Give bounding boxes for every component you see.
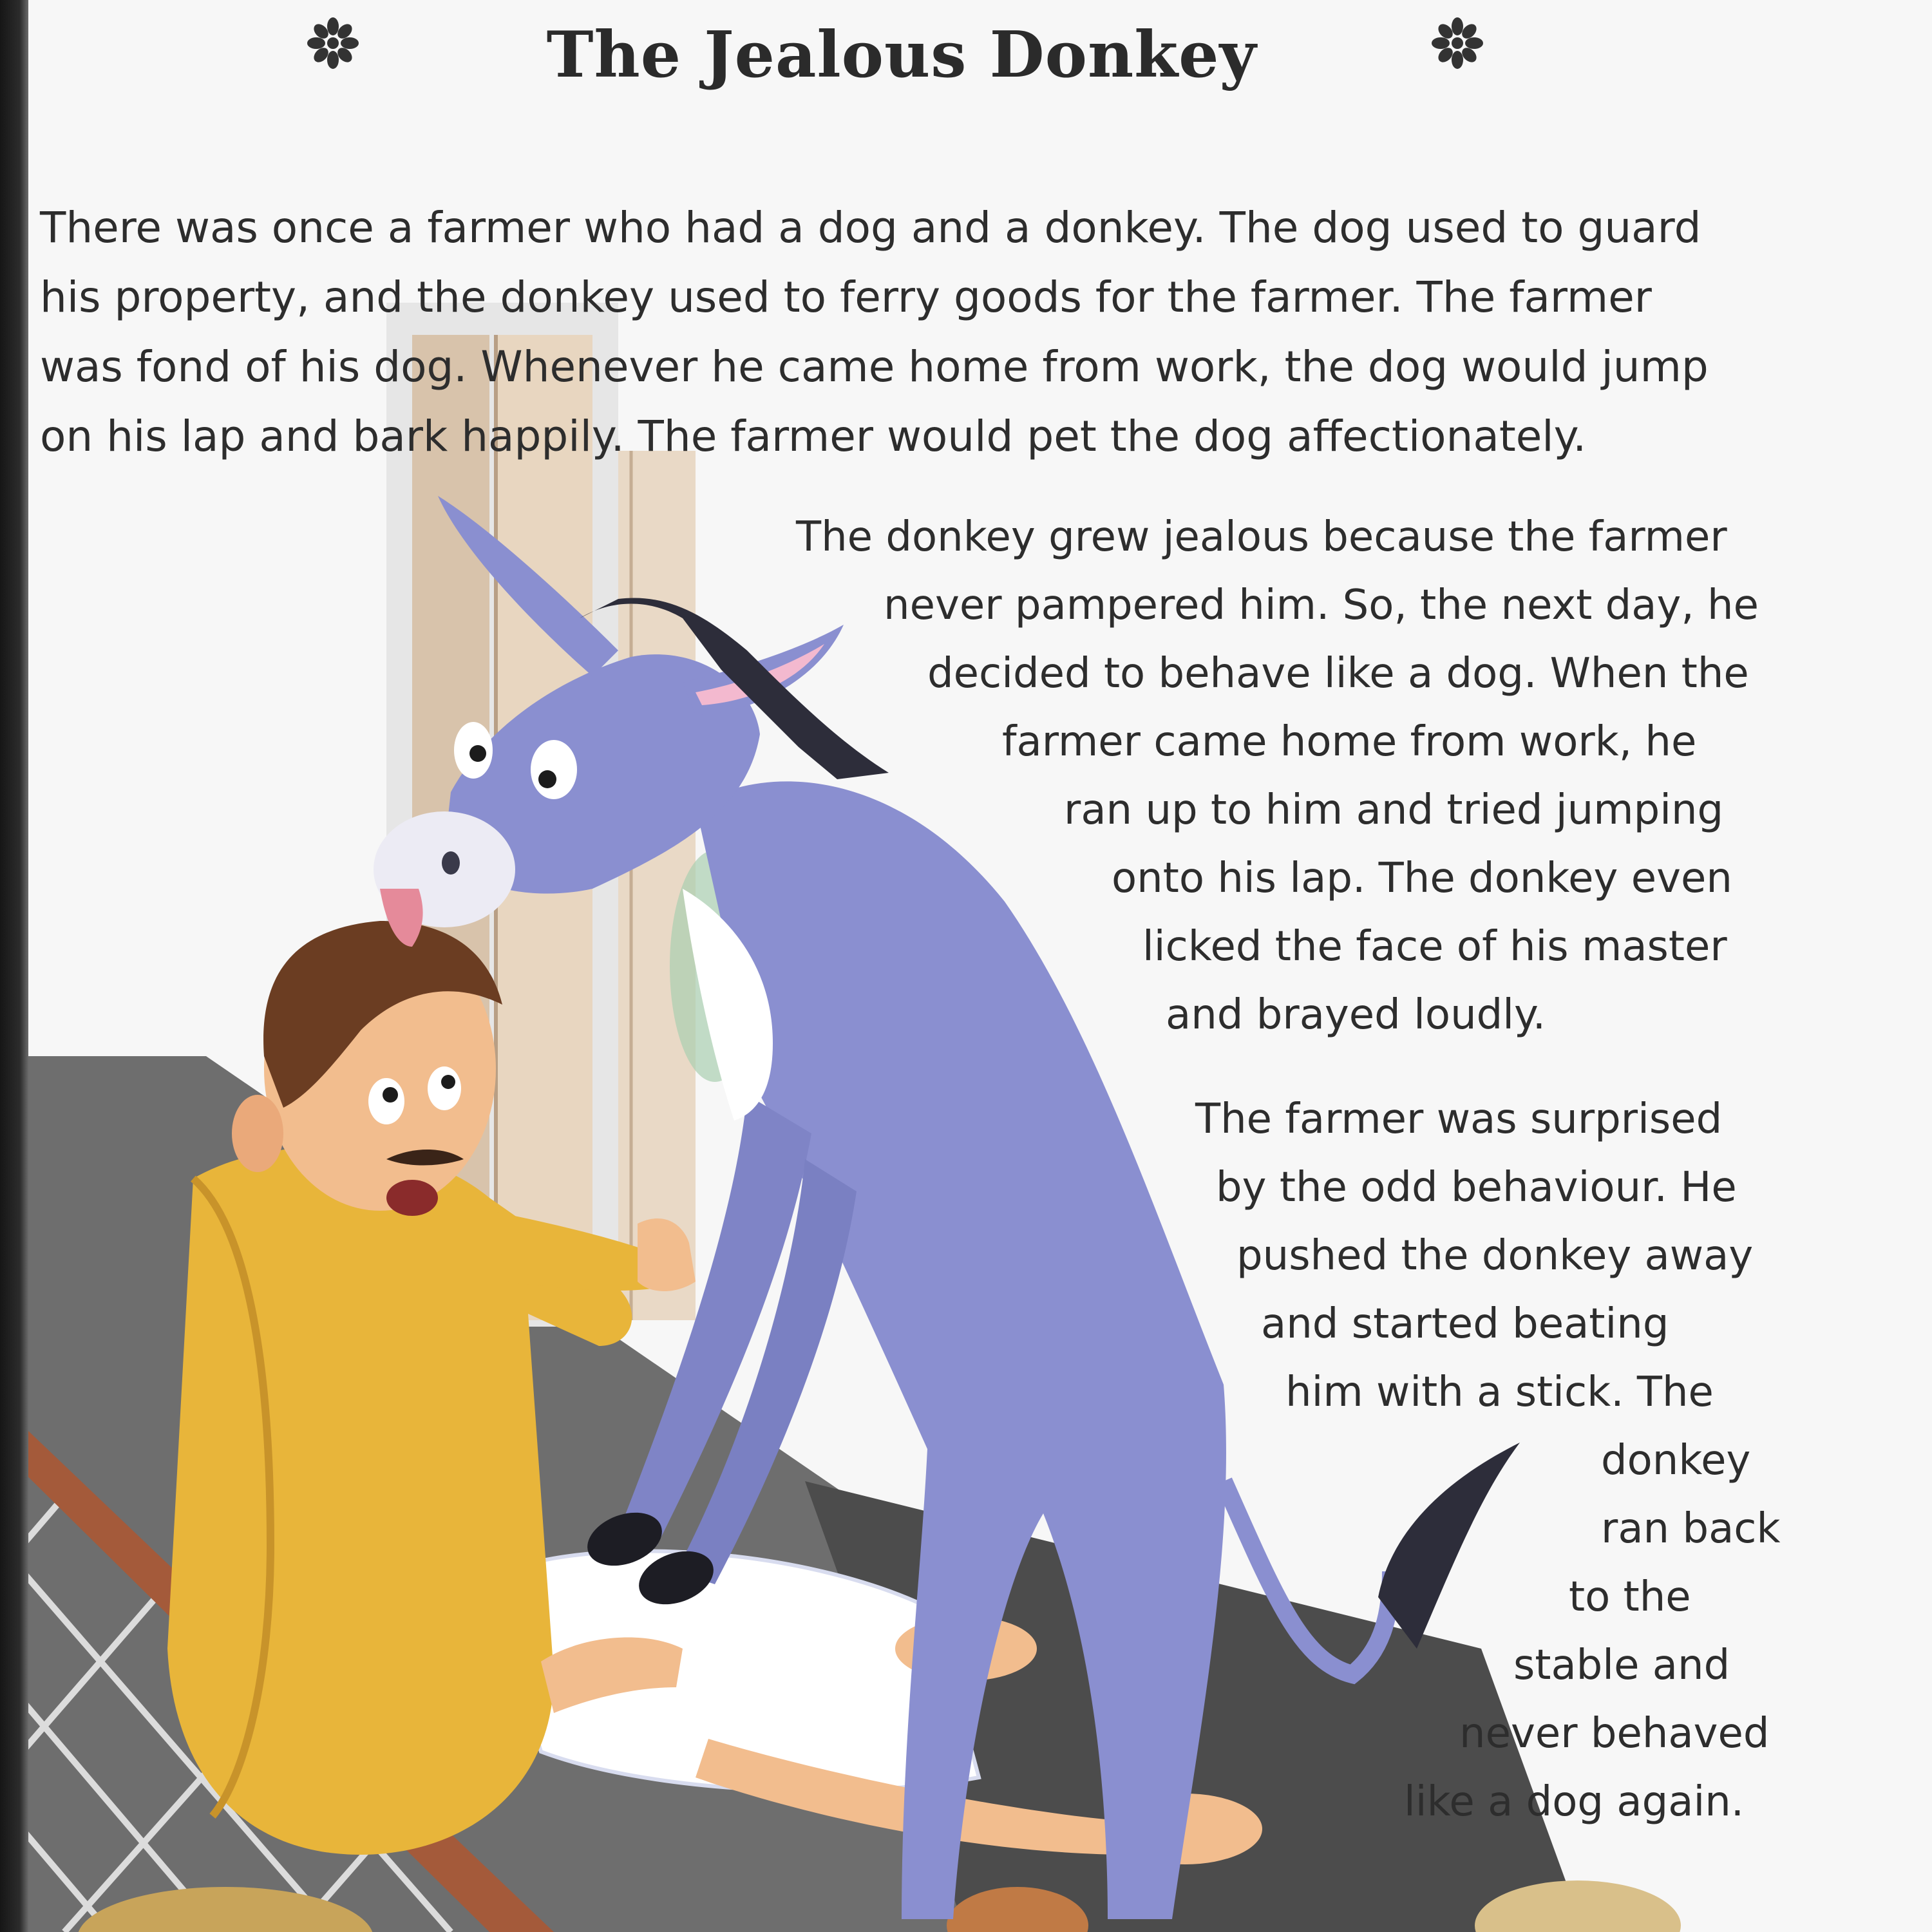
text-line: his property, and the donkey used to ferry goods for the farmer. The farmer [40,272,1652,322]
text-line: donkey [1601,1437,1751,1484]
text-line: to the [1569,1573,1691,1621]
text-line: The farmer was surprised [1195,1095,1723,1143]
text-line: on his lap and bark happily. The farmer would pet the dog affectionately. [40,412,1587,461]
text-line: ran up to him and tried jumping [1064,786,1724,834]
text-line: licked the face of his master [1142,923,1727,971]
book-spine [0,0,28,1932]
text-line: was fond of his dog. Whenever he came home from work, the dog would jump [40,342,1709,392]
text-line: and brayed loudly. [1166,991,1546,1039]
paragraph-intro [40,193,1709,471]
text-line: The donkey grew jealous because the farmer [796,513,1727,561]
text-line: never behaved [1459,1710,1770,1757]
text-line: pushed the donkey away [1236,1232,1754,1280]
text-line: farmer came home from work, he [1002,718,1697,766]
text-line: and started beating [1261,1300,1669,1348]
page-title: The Jealous Donkey [546,18,1257,92]
text-line: There was once a farmer who had a dog and a donkey. The dog used to guard [40,203,1701,252]
text-line: decided to behave like a dog. When the [927,650,1749,697]
text-line: onto his lap. The donkey even [1112,855,1732,902]
text-line: ran back [1601,1505,1781,1553]
text-line: stable and [1513,1642,1730,1689]
text-line: him with a stick. The [1285,1368,1714,1416]
text-line: never pampered him. So, the next day, he [884,582,1759,629]
text-line: like a dog again. [1404,1778,1745,1826]
text-line: by the odd behaviour. He [1216,1164,1737,1211]
